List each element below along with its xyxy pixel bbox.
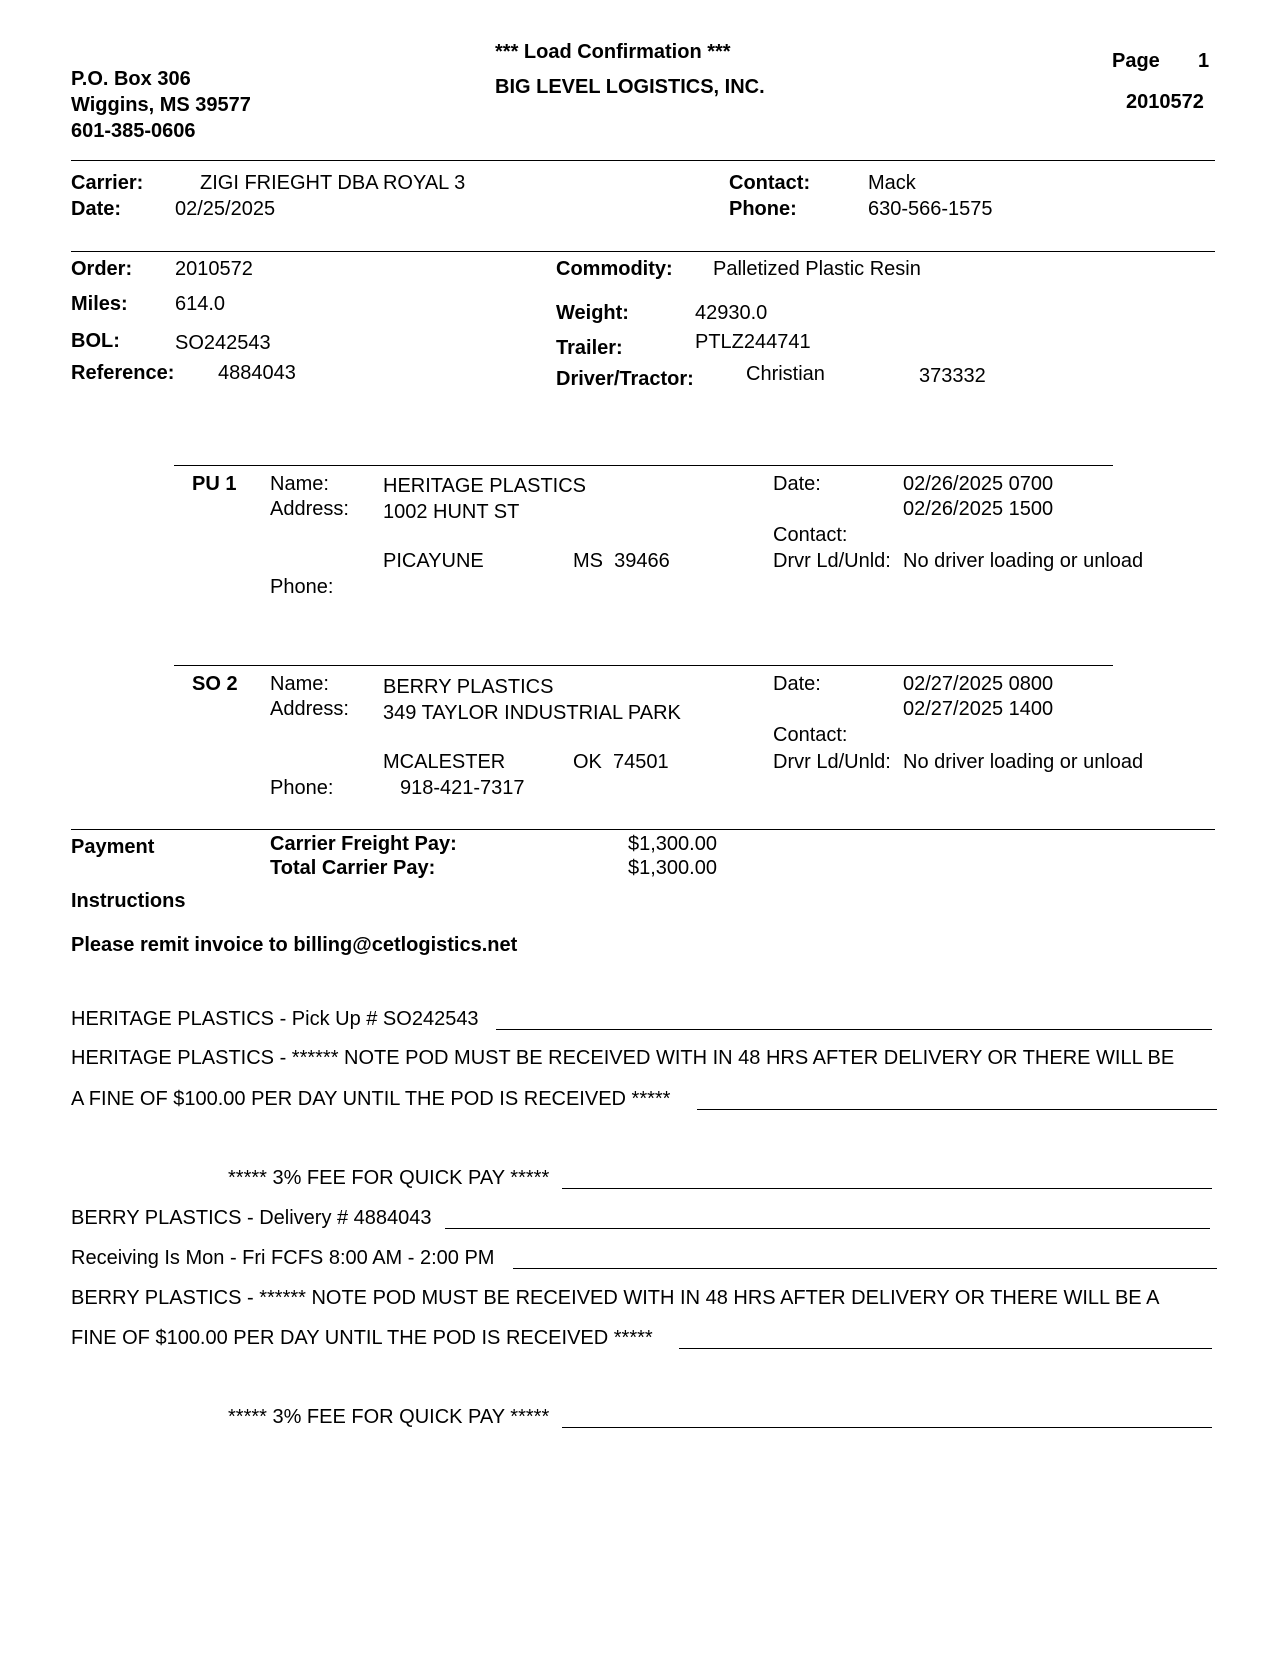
instruction-line-6-underline: [513, 1268, 1217, 1269]
commodity-label: Commodity:: [556, 258, 673, 280]
page-label: Page: [1112, 50, 1160, 72]
phone-label: Phone:: [729, 198, 797, 220]
miles-value: 614.0: [175, 293, 226, 315]
stop-2-code: SO 2: [192, 673, 238, 695]
driver-tractor-label: Driver/Tractor:: [556, 368, 694, 390]
company-address-line-1: P.O. Box 306: [71, 68, 191, 90]
instruction-line-4: ***** 3% FEE FOR QUICK PAY *****: [228, 1167, 550, 1189]
miles-label: Miles:: [71, 293, 128, 315]
instruction-line-3-underline: [697, 1109, 1217, 1110]
instruction-line-1-underline: [496, 1029, 1212, 1030]
company-address-line-2: Wiggins, MS 39577: [71, 94, 251, 116]
weight-value: 42930.0: [695, 302, 768, 324]
company-name: BIG LEVEL LOGISTICS, INC.: [495, 76, 765, 98]
stop-1-drvr-label: Drvr Ld/Unld:: [773, 550, 891, 572]
instruction-line-9-underline: [562, 1427, 1212, 1428]
stop-1-code: PU 1: [192, 473, 237, 495]
commodity-value: Palletized Plastic Resin: [713, 258, 921, 280]
stop-2-phone-label: Phone:: [270, 777, 334, 799]
contact-value: Mack: [868, 172, 916, 194]
stop-2-date-label: Date:: [773, 673, 821, 695]
stop-2-date-2: 02/27/2025 1400: [903, 698, 1054, 720]
stop-1-state-zip: MS 39466: [573, 550, 670, 572]
stop-2-city: MCALESTER: [383, 751, 506, 773]
reference-label: Reference:: [71, 362, 175, 384]
tractor-value: 373332: [919, 365, 986, 387]
payment-divider: [71, 829, 1215, 830]
stop-2-address: 349 TAYLOR INDUSTRIAL PARK: [383, 702, 681, 724]
phone-value: 630-566-1575: [868, 198, 993, 220]
remit-instruction: Please remit invoice to billing@cetlogistics.net: [71, 934, 518, 956]
company-phone: 601-385-0606: [71, 120, 196, 142]
stop-2-contact-label: Contact:: [773, 724, 848, 746]
instructions-label: Instructions: [71, 890, 186, 912]
stop-1-drvr-value: No driver loading or unload: [903, 550, 1144, 572]
bol-label: BOL:: [71, 330, 120, 352]
stop-2-drvr-label: Drvr Ld/Unld:: [773, 751, 891, 773]
carrier-freight-pay-label: Carrier Freight Pay:: [270, 833, 457, 855]
document-title: *** Load Confirmation ***: [495, 41, 731, 63]
page-number: 1: [1198, 50, 1210, 72]
instruction-line-8-underline: [679, 1348, 1212, 1349]
instruction-line-8: FINE OF $100.00 PER DAY UNTIL THE POD IS RECEIVED *****: [71, 1327, 653, 1349]
stop-2-name-label: Name:: [270, 673, 329, 695]
stop-2-state-zip: OK 74501: [573, 751, 669, 773]
stop-1-name: HERITAGE PLASTICS: [383, 475, 587, 497]
instruction-line-1: HERITAGE PLASTICS - Pick Up # SO242543: [71, 1008, 479, 1030]
carrier-freight-pay-value: $1,300.00: [628, 833, 717, 855]
instruction-line-3: A FINE OF $100.00 PER DAY UNTIL THE POD IS RECEIVED *****: [71, 1088, 671, 1110]
stop-1-date-2: 02/26/2025 1500: [903, 498, 1054, 520]
stop-1-name-label: Name:: [270, 473, 329, 495]
header-divider: [71, 160, 1215, 161]
stop-2-phone: 918-421-7317: [400, 777, 525, 799]
order-label: Order:: [71, 258, 133, 280]
stop-1-date-label: Date:: [773, 473, 821, 495]
total-carrier-pay-value: $1,300.00: [628, 857, 717, 879]
stop-1-address-label: Address:: [270, 498, 349, 520]
instruction-line-9: ***** 3% FEE FOR QUICK PAY *****: [228, 1406, 550, 1428]
contact-label: Contact:: [729, 172, 811, 194]
instruction-line-4-underline: [562, 1188, 1212, 1189]
payment-label: Payment: [71, 836, 155, 858]
stop-2-drvr-value: No driver loading or unload: [903, 751, 1144, 773]
stop-1-phone-label: Phone:: [270, 576, 334, 598]
date-value: 02/25/2025: [175, 198, 276, 220]
carrier-label: Carrier:: [71, 172, 144, 194]
trailer-value: PTLZ244741: [695, 331, 811, 353]
trailer-label: Trailer:: [556, 337, 623, 359]
stop-1-contact-label: Contact:: [773, 524, 848, 546]
instruction-line-7: BERRY PLASTICS - ****** NOTE POD MUST BE RECEIVED WITH IN 48 HRS AFTER DELIVERY OR THERE WILL BE A: [71, 1287, 1160, 1309]
bol-value: SO242543: [175, 332, 271, 354]
total-carrier-pay-label: Total Carrier Pay:: [270, 857, 436, 879]
stop-2-date-1: 02/27/2025 0800: [903, 673, 1054, 695]
carrier-value: ZIGI FRIEGHT DBA ROYAL 3: [200, 172, 466, 194]
carrier-divider: [71, 251, 1215, 252]
instruction-line-5: BERRY PLASTICS - Delivery # 4884043: [71, 1207, 432, 1229]
weight-label: Weight:: [556, 302, 629, 324]
stop-1-address: 1002 HUNT ST: [383, 501, 520, 523]
date-label: Date:: [71, 198, 122, 220]
stop-2-divider: [174, 665, 1113, 666]
reference-value: 4884043: [218, 362, 296, 384]
stop-2-address-label: Address:: [270, 698, 349, 720]
instruction-line-2: HERITAGE PLASTICS - ****** NOTE POD MUST BE RECEIVED WITH IN 48 HRS AFTER DELIVERY OR THERE WILL BE: [71, 1047, 1175, 1069]
stop-1-divider: [174, 465, 1113, 466]
stop-2-name: BERRY PLASTICS: [383, 676, 554, 698]
order-value: 2010572: [175, 258, 253, 280]
stop-1-city: PICAYUNE: [383, 550, 484, 572]
driver-value: Christian: [746, 363, 825, 385]
stop-1-date-1: 02/26/2025 0700: [903, 473, 1054, 495]
instruction-line-6: Receiving Is Mon - Fri FCFS 8:00 AM - 2:00 PM: [71, 1247, 495, 1269]
document-number: 2010572: [1126, 91, 1204, 113]
instruction-line-5-underline: [445, 1228, 1210, 1229]
